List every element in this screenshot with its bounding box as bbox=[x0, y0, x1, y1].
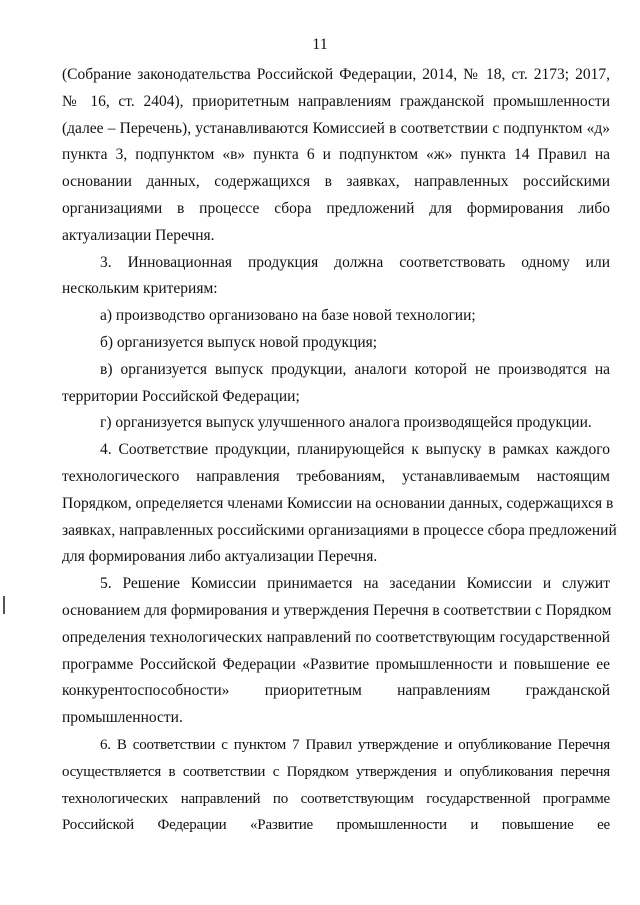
text-line: программе Российской Федерации «Развитие промышленности и повышение ее bbox=[62, 655, 610, 673]
text-line: определения технологических направлений по соответствующим государственной bbox=[62, 628, 610, 646]
document-body bbox=[62, 62, 617, 839]
text-line: территории Российской Федерации; bbox=[62, 387, 300, 405]
text-line: организациями в процессе сбора предложений для формирования либо bbox=[62, 199, 610, 217]
text-line: 3. Инновационная продукция должна соответствовать одному или bbox=[100, 253, 610, 271]
text-line: заявках, направленных российскими организациями в процессе сбора предложений bbox=[62, 521, 617, 539]
text-line: промышленности. bbox=[62, 709, 183, 727]
text-line: технологических направлений по соответствующим государственной программе bbox=[62, 790, 610, 807]
text-line: основанием для формирования и утверждения Перечня в соответствии с Порядком bbox=[62, 601, 612, 619]
text-line: 5. Решение Комиссии принимается на заседании Комиссии и служит bbox=[100, 575, 610, 593]
text-line: № 16, ст. 2404), приоритетным направлениям гражданской промышленности bbox=[62, 92, 610, 110]
text-line: (Собрание законодательства Российской Федерации, 2014, № 18, ст. 2173; 2017, bbox=[62, 66, 610, 83]
text-line: основании данных, содержащихся в заявках, направленных российскими bbox=[62, 173, 610, 191]
margin-mark bbox=[3, 596, 5, 614]
text-line: в) организуется выпуск продукции, аналоги которой не производятся на bbox=[100, 360, 610, 378]
text-line: Российской Федерации «Развитие промышленности и повышение ее bbox=[62, 817, 610, 834]
text-line: 6. В соответствии с пунктом 7 Правил утверждение и опубликование Перечня bbox=[100, 736, 610, 753]
page-number: 11 bbox=[312, 36, 328, 53]
text-line: 4. Соответствие продукции, планирующейся к выпуску в рамках каждого bbox=[100, 441, 610, 459]
text-line: г) организуется выпуск улучшенного аналога производящейся продукции. bbox=[100, 414, 592, 432]
text-line: (далее – Перечень), устанавливаются Комиссией в соответствии с подпунктом «д» bbox=[62, 119, 610, 137]
text-line: пункта 3, подпунктом «в» пункта 6 и подпунктом «ж» пункта 14 Правил на bbox=[62, 146, 610, 164]
text-line: б) организуется выпуск новой продукция; bbox=[100, 333, 378, 351]
text-line: актуализации Перечня. bbox=[62, 226, 215, 244]
text-line: а) производство организовано на базе новой технологии; bbox=[100, 307, 476, 325]
text-line: для формирования либо актуализации Перечня. bbox=[62, 548, 378, 566]
text-line: конкурентоспособности» приоритетным направлениям гражданской bbox=[62, 682, 610, 700]
text-line: Порядком, определяется членами Комиссии на основании данных, содержащихся в bbox=[62, 494, 614, 512]
text-line: нескольким критериям: bbox=[62, 280, 218, 298]
text-line: осуществляется в соответствии с Порядком утверждения и опубликования перечня bbox=[62, 763, 610, 780]
text-line: технологического направления требованиям, устанавливаемым настоящим bbox=[62, 467, 610, 485]
